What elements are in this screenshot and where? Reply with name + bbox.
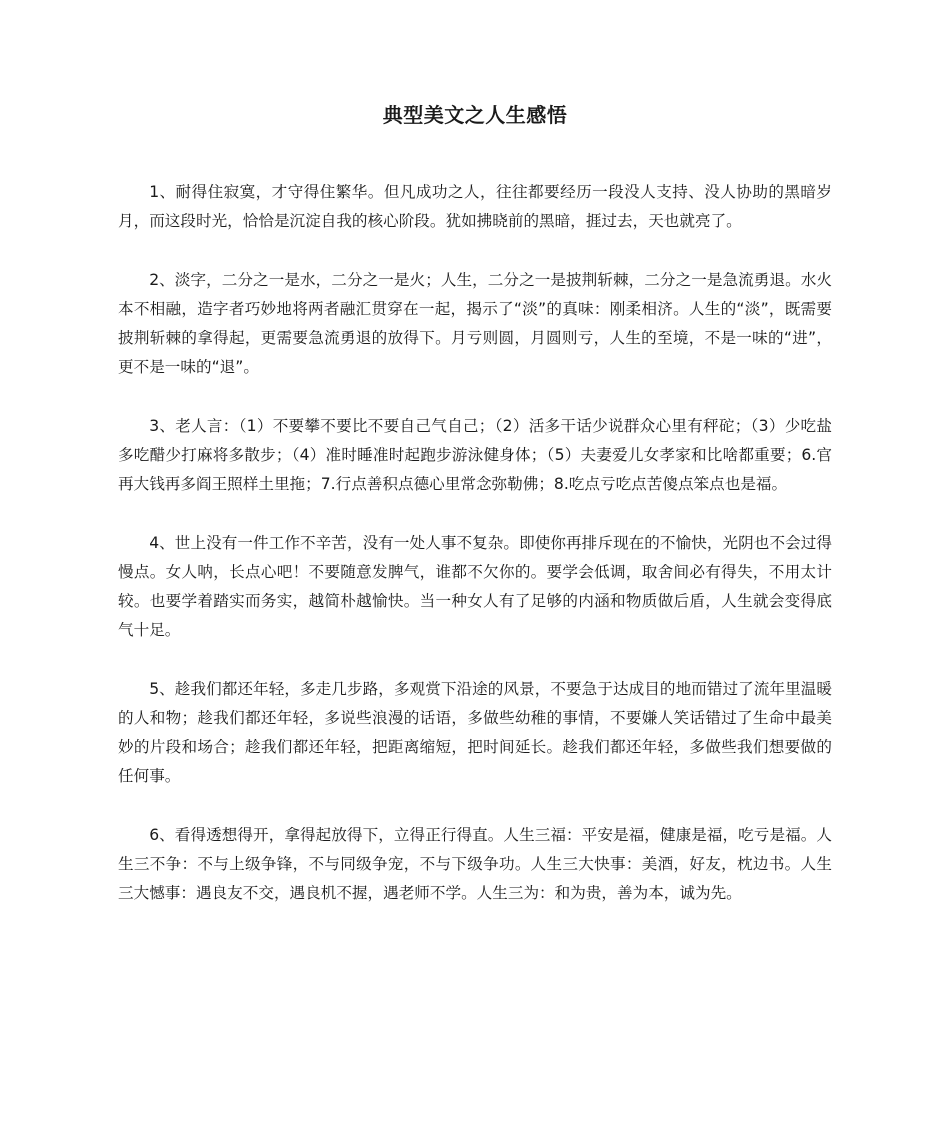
paragraph-5: 5、趁我们都还年轻，多走几步路，多观赏下沿途的风景，不要急于达成目的地而错过了流年里温暖的人和物；趁我们都还年轻，多说些浪漫的话语，多做些幼稚的事情，不要嫌人笑话错过了生命中最美妙的片段和场合；趁我们都还年轻，把距离缩短，把时间延长。趁我们都还年轻，多做些我们想要做的任何事。 [118, 680, 832, 785]
document-title: 典型美文之人生感悟 [382, 103, 568, 127]
paragraph-3: 3、老人言：（1）不要攀不要比不要自己气自己；（2）活多干话少说群众心里有秤砣；（3）少吃盐多吃醋少打麻将多散步；（4）准时睡准时起跑步游泳健身体；（5）夫妻爱儿女孝家和比啥都重要；6.官再大钱再多阎王照样土里拖；7.行点善积点德心里常念弥勒佛；8.吃点亏吃点苦傻点笨点也是福。 [118, 417, 832, 493]
paragraph-1: 1、耐得住寂寞，才守得住繁华。但凡成功之人，往往都要经历一段没人支持、没人协助的黑暗岁月，而这段时光，恰恰是沉淀自我的核心阶段。犹如拂晓前的黑暗，捱过去，天也就亮了。 [118, 183, 832, 230]
paragraph-4: 4、世上没有一件工作不辛苦，没有一处人事不复杂。即使你再排斥现在的不愉快，光阴也不会过得慢点。女人呐，长点心吧！不要随意发脾气，谁都不欠你的。要学会低调，取舍间必有得失，不用太计较。也要学着踏实而务实，越简朴越愉快。当一种女人有了足够的内涵和物质做后盾，人生就会变得底气十足。 [118, 534, 832, 639]
paragraph-6: 6、看得透想得开，拿得起放得下，立得正行得直。人生三福：平安是福，健康是福，吃亏是福。人生三不争：不与上级争锋，不与同级争宠，不与下级争功。人生三大快事：美酒，好友，枕边书。人生三大憾事：遇良友不交，遇良机不握，遇老师不学。人生三为：和为贵，善为本，诚为先。 [118, 826, 832, 902]
paragraph-2: 2、淡字，二分之一是水，二分之一是火；人生，二分之一是披荆斩棘，二分之一是急流勇退。水火本不相融，造字者巧妙地将两者融汇贯穿在一起，揭示了“淡”的真味：刚柔相济。人生的“淡”，既需要披荆斩棘的拿得起，更需要急流勇退的放得下。月亏则圆，月圆则亏，人生的至境，不是一味的“进”，更不是一味的“退”。 [118, 271, 832, 376]
